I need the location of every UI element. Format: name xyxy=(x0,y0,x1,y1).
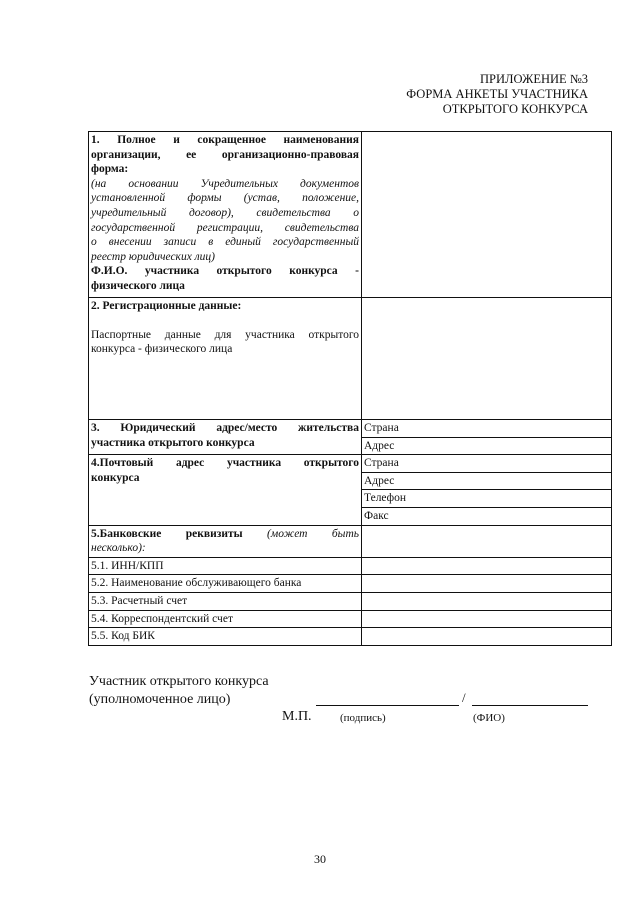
row-bank-item xyxy=(89,610,612,628)
legal-address-address[interactable]: Адрес xyxy=(362,437,612,455)
postal-address-fax[interactable]: Факс xyxy=(362,507,612,525)
header-line-form: ФОРМА АНКЕТЫ УЧАСТНИКА xyxy=(406,87,588,101)
bank-name-field[interactable] xyxy=(362,575,612,593)
bank-name-label: 5.2. Наименование обслуживающего банка xyxy=(89,575,362,593)
bank-inn-kpp-field[interactable] xyxy=(362,557,612,575)
legal-address-country[interactable]: Страна xyxy=(362,420,612,438)
fio-line[interactable] xyxy=(472,691,588,706)
signature-participant-label: Участник открытого конкурса xyxy=(89,674,269,689)
organization-name-field[interactable] xyxy=(362,132,612,298)
stamp-label: М.П. xyxy=(282,709,312,724)
correspondent-account-field[interactable] xyxy=(362,610,612,628)
signature-authorized-label: (уполномоченное лицо) xyxy=(89,692,231,707)
signature-slash: / xyxy=(462,690,466,705)
settlement-account-field[interactable] xyxy=(362,592,612,610)
page-number: 30 xyxy=(314,852,326,866)
row-organization-name xyxy=(89,132,612,298)
row-bank-item xyxy=(89,592,612,610)
document-header xyxy=(406,72,588,117)
row-postal-address xyxy=(89,455,612,473)
row-bank-item xyxy=(89,557,612,575)
signature-line[interactable] xyxy=(316,691,459,706)
legal-address-label: 3. Юридический адрес/место жительства участника открытого конкурса xyxy=(89,420,362,455)
bank-details-label: 5.Банковские реквизиты (может быть несколько): xyxy=(89,525,362,557)
postal-address-phone[interactable]: Телефон xyxy=(362,490,612,508)
signature-caption: (подпись) xyxy=(340,712,386,724)
registration-data-field[interactable] xyxy=(362,298,612,420)
bank-inn-kpp-label: 5.1. ИНН/КПП xyxy=(89,557,362,575)
postal-address-address[interactable]: Адрес xyxy=(362,472,612,490)
organization-name-label: 1. Полное и сокращенное наименования организации, ее организационно-правовая форма: (на основании Учредительных документов установленной формы (устав, положение, учредительный договор), свидетельства о государственной регистрации, свидетельства о внесении записи в единый государственный реестр юридических лиц) Ф.И.О. участника открытого конкурса - физического лица xyxy=(89,132,362,298)
questionnaire-table xyxy=(88,131,612,646)
bik-code-field[interactable] xyxy=(362,628,612,646)
bank-details-field[interactable] xyxy=(362,525,612,557)
row-legal-address xyxy=(89,420,612,438)
row-bank-item xyxy=(89,575,612,593)
settlement-account-label: 5.3. Расчетный счет xyxy=(89,592,362,610)
registration-data-label: 2. Регистрационные данные: Паспортные данные для участника открытого конкурса - физического лица xyxy=(89,298,362,420)
correspondent-account-label: 5.4. Корреспондентский счет xyxy=(89,610,362,628)
header-line-appendix: ПРИЛОЖЕНИЕ №3 xyxy=(479,72,588,86)
postal-address-country[interactable]: Страна xyxy=(362,455,612,473)
fio-caption: (ФИО) xyxy=(473,712,505,724)
postal-address-label: 4.Почтовый адрес участника открытого конкурса xyxy=(89,455,362,525)
row-bank-details xyxy=(89,525,612,557)
bik-code-label: 5.5. Код БИК xyxy=(89,628,362,646)
row-bank-item xyxy=(89,628,612,646)
row-registration-data xyxy=(89,298,612,420)
header-line-contest: ОТКРЫТОГО КОНКУРСА xyxy=(442,102,588,116)
